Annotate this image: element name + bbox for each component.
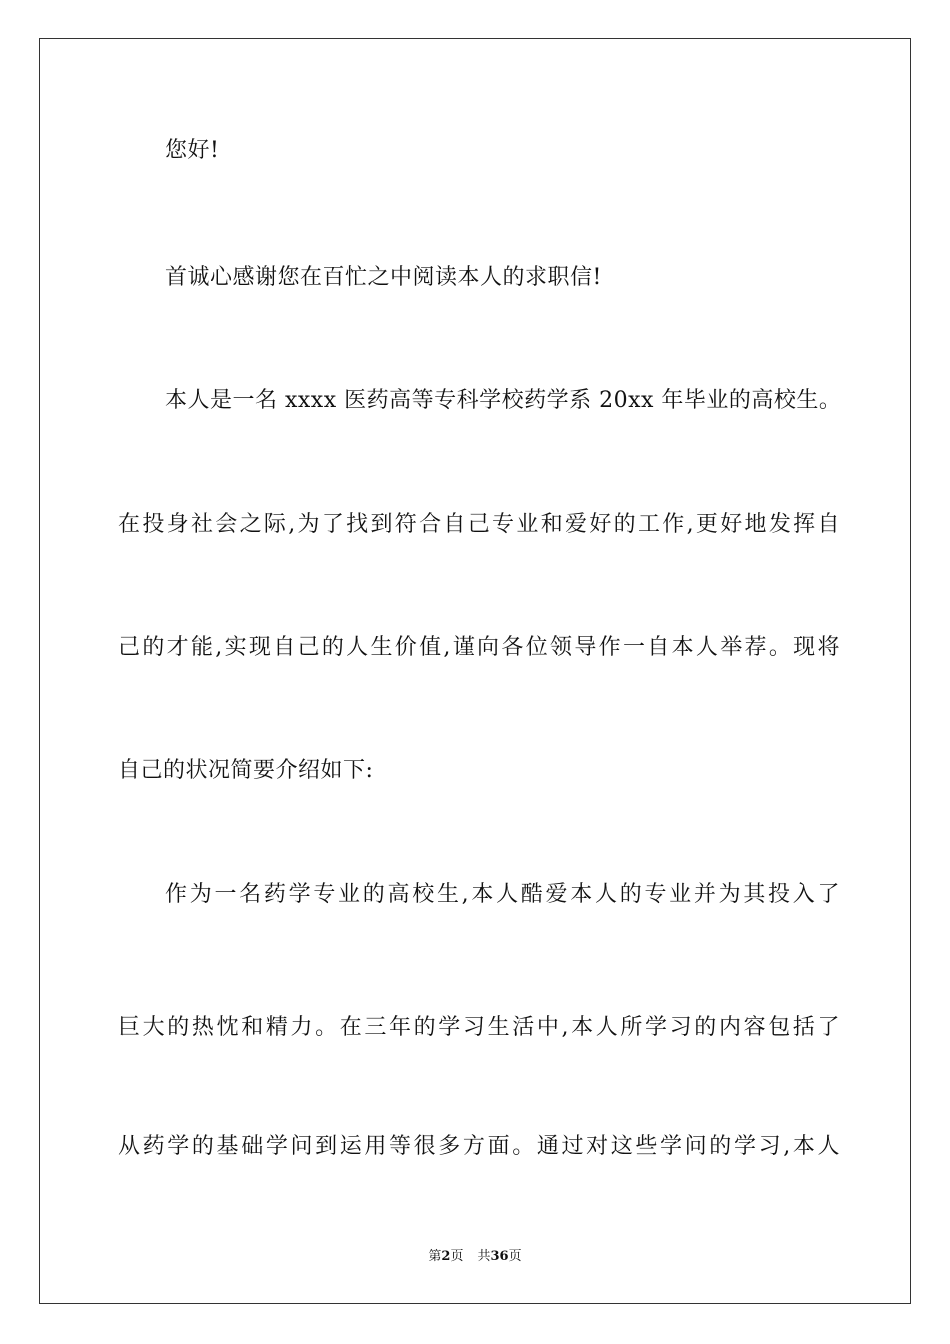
total-pages: 36 <box>490 1249 509 1264</box>
page-prefix: 第 <box>428 1249 442 1264</box>
paragraph-line: 从药学的基础学问到运用等很多方面。通过对这些学问的学习,本人 <box>118 1134 840 1159</box>
thanks-line: 首诚心感谢您在百忙之中阅读本人的求职信! <box>165 265 602 290</box>
paragraph-line: 在投身社会之际,为了找到符合自己专业和爱好的工作,更好地发挥自 <box>118 512 840 537</box>
paragraph-line: 作为一名药学专业的高校生,本人酷爱本人的专业并为其投入了 <box>165 882 840 907</box>
total-suffix: 页 <box>508 1249 522 1264</box>
paragraph-line: 巨大的热忱和精力。在三年的学习生活中,本人所学习的内容包括了 <box>118 1015 840 1040</box>
page-suffix: 页 <box>450 1249 464 1264</box>
greeting-line: 您好! <box>165 138 220 163</box>
paragraph-line: 本人是一名 xxxx 医药高等专科学校药学系 20xx 年毕业的高校生。 <box>165 388 842 413</box>
total-prefix: 共 <box>477 1249 491 1264</box>
page-number: 2 <box>441 1249 451 1264</box>
paragraph-line: 己的才能,实现自己的人生价值,谨向各位领导作一自本人举荐。现将 <box>118 635 840 660</box>
page-border <box>39 38 911 1304</box>
page-footer <box>0 1248 950 1266</box>
paragraph-line: 自己的状况简要介绍如下: <box>118 758 374 783</box>
